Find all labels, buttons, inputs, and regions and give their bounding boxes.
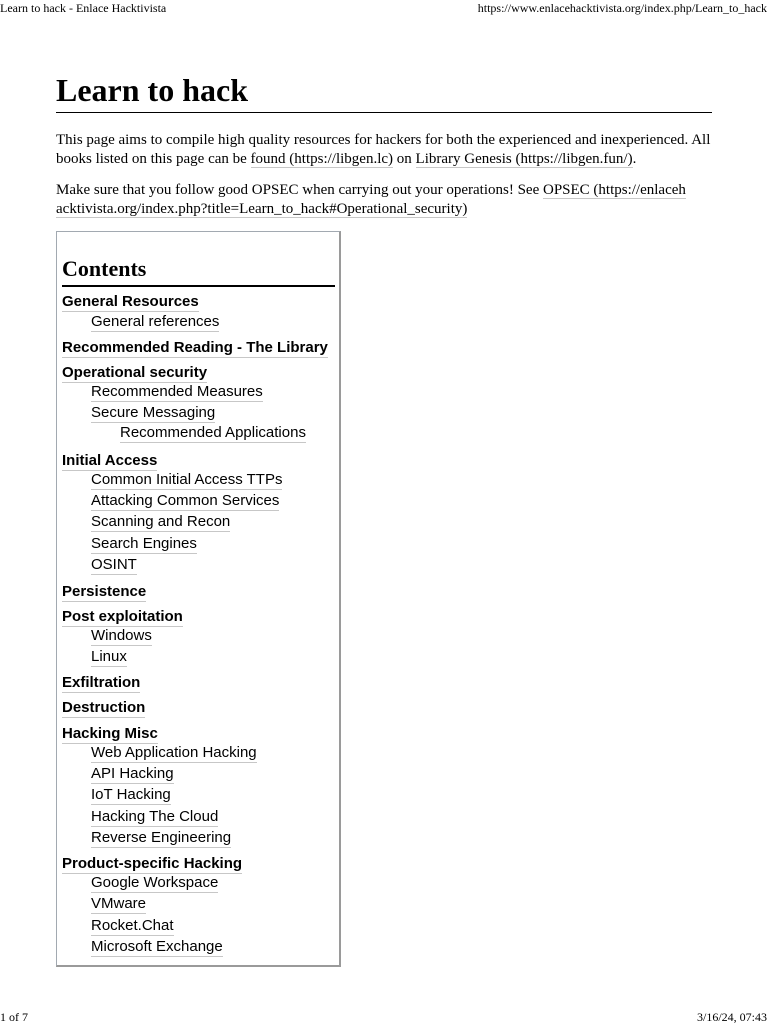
toc-item-vmware[interactable]: VMware	[91, 895, 147, 912]
toc-item-search-engines[interactable]: Search Engines	[91, 535, 197, 552]
opsec-text: Make sure that you follow good OPSEC when carrying out your operations! See	[56, 182, 543, 198]
toc-item-common-initial-access-ttps[interactable]: Common Initial Access TTPs	[91, 471, 283, 488]
opsec-paragraph	[56, 181, 716, 219]
toc-item-general-references[interactable]: General references	[91, 313, 220, 330]
toc-item-iot-hacking[interactable]: IoT Hacking	[91, 786, 171, 803]
toc-item-general-resources[interactable]: General Resources	[62, 293, 199, 310]
toc-item-persistence[interactable]: Persistence	[62, 583, 147, 600]
toc-item-secure-messaging[interactable]: Secure Messaging	[91, 404, 216, 421]
found-link[interactable]: found (https://libgen.lc)	[250, 151, 394, 167]
toc-item-scanning-and-recon[interactable]: Scanning and Recon	[91, 513, 231, 530]
intro-text: This page aims to compile high quality resources for hackers for both the experienced and inexperienced. All books listed on this page can be	[56, 132, 711, 167]
intro-text-on: on	[393, 151, 416, 167]
print-footer-timestamp: 3/16/24, 07:43	[696, 1010, 767, 1024]
toc-item-web-application-hacking[interactable]: Web Application Hacking	[91, 744, 257, 761]
toc-item-post-exploitation[interactable]: Post exploitation	[62, 608, 183, 625]
toc-item-recommended-reading[interactable]: Recommended Reading - The Library	[62, 339, 328, 356]
print-header-page-title: Learn to hack - Enlace Hacktivista	[0, 1, 167, 15]
toc-item-recommended-applications[interactable]: Recommended Applications	[120, 424, 306, 441]
toc-item-linux[interactable]: Linux	[91, 648, 127, 665]
print-header-url: https://www.enlacehacktivista.org/index.php/Learn_to_hack	[477, 1, 767, 15]
toc-item-hacking-misc[interactable]: Hacking Misc	[62, 725, 158, 742]
toc-item-attacking-common-services[interactable]: Attacking Common Services	[91, 492, 280, 509]
page-title: Learn to hack	[56, 70, 712, 113]
toc-item-google-workspace[interactable]: Google Workspace	[91, 874, 219, 891]
toc-item-reverse-engineering[interactable]: Reverse Engineering	[91, 829, 232, 846]
toc-item-recommended-measures[interactable]: Recommended Measures	[91, 383, 263, 400]
intro-text-period: .	[632, 151, 637, 167]
toc-item-rocket-chat[interactable]: Rocket.Chat	[91, 917, 174, 934]
opsec-link-line2: acktivista.org/index.php?title=Learn_to_hack#Operational_security)	[56, 201, 468, 217]
intro-paragraph	[56, 131, 716, 169]
toc-item-operational-security[interactable]: Operational security	[62, 364, 208, 381]
toc-title: Contents	[62, 255, 335, 287]
table-of-contents	[56, 231, 341, 967]
toc-item-microsoft-exchange[interactable]: Microsoft Exchange	[91, 938, 223, 955]
toc-item-hacking-the-cloud[interactable]: Hacking The Cloud	[91, 808, 219, 825]
opsec-link-line1: OPSEC (https://enlaceh	[543, 182, 686, 198]
toc-item-exfiltration[interactable]: Exfiltration	[62, 674, 141, 691]
print-footer-page-count: 1 of 7	[0, 1010, 28, 1024]
toc-item-product-specific-hacking[interactable]: Product-specific Hacking	[62, 855, 243, 872]
library-genesis-link[interactable]: Library Genesis (https://libgen.fun/)	[415, 151, 633, 167]
toc-item-destruction[interactable]: Destruction	[62, 699, 146, 716]
toc-item-initial-access[interactable]: Initial Access	[62, 452, 158, 469]
toc-item-osint[interactable]: OSINT	[91, 556, 137, 573]
toc-item-windows[interactable]: Windows	[91, 627, 152, 644]
toc-item-api-hacking[interactable]: API Hacking	[91, 765, 174, 782]
